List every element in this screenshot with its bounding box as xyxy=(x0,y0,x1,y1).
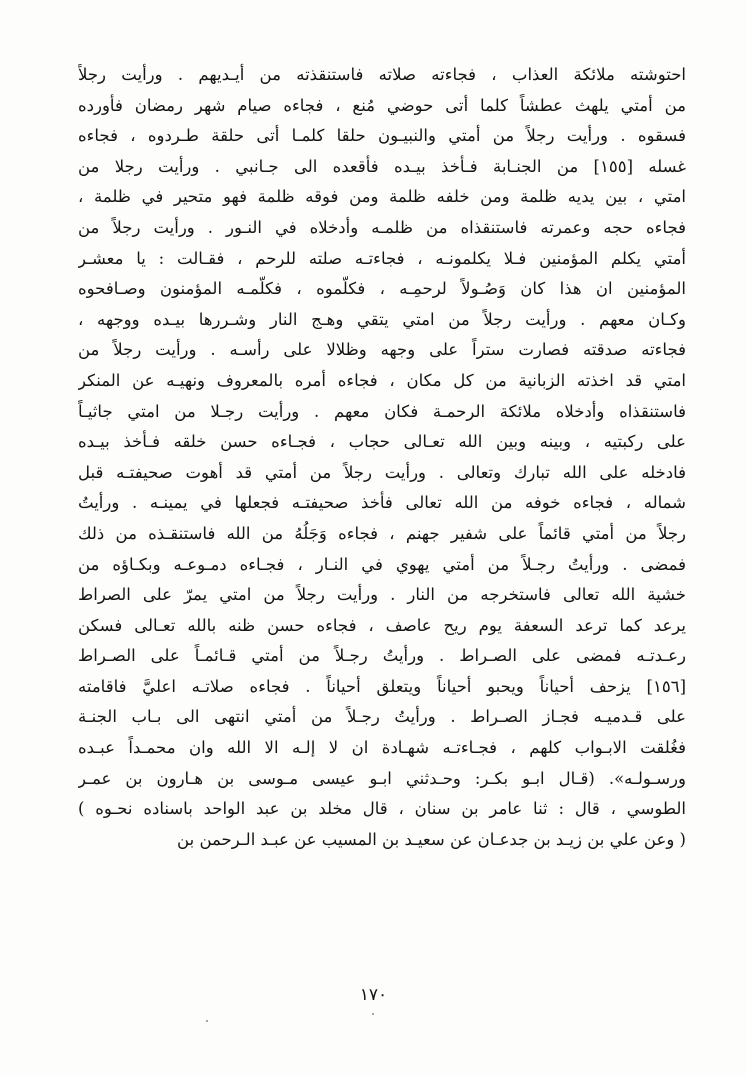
text-line: فسقوه . ورأيت رجلاً من أمتي والنبيـون حلقا كلمـا أتى حلقة طـردوه ، فجاءه xyxy=(78,126,686,146)
text-line: فادخله على الله تبارك وتعالى . ورأيت رجلاً من أمتي قد أهوت صحيفتـه قبل xyxy=(78,462,686,482)
text-line: احتوشته ملائكة العذاب ، فجاءته صلاته فاستنقذته من أيـديهم . ورأيت رجلاً xyxy=(78,65,686,84)
text-line: فجاءته صدقته فصارت ستراً على وجهه وظلالا على رأسـه . ورأيت رجلاً من xyxy=(78,340,686,360)
text-line: على ركبتيه ، وبينه وبين الله تعـالى حجاب ، فجـاءه حسن خلقه فـأخذ بيـده xyxy=(78,432,686,452)
scan-speck xyxy=(372,1013,374,1015)
text-line: رجلاً من أمتي قائماً على شفير جهنم ، فجاءه وَجَلُهُ من الله فاستنقـذه من ذلك xyxy=(78,523,686,543)
text-line: الطوسي ، قال : ثنا عامر بن سنان ، قال مخلد بن عبد الواحد باسناده نحـوه ) xyxy=(78,799,686,819)
text-line: فمضى . ورأيتُ رجـلاً من أمتي يهوي في النـار ، فجـاءه دمـوعـه وبكـاؤه من xyxy=(78,554,686,574)
text-line: رعـدتـه فمضى على الصـراط . ورأيتُ رجـلاً من أمتي قـائمـاً على الصـراط xyxy=(78,646,686,666)
text-line: شماله ، فجاءه خوفه من الله تعالى فأخذ صحيفتـه فجعلها في يمينـه . ورأيتُ xyxy=(78,493,686,513)
text-line: من أمتي يلهث عطشاً كلما أتى حوضي مُنع ، فجاءه صيام شهر رمضان فأورده xyxy=(78,95,686,115)
text-line: خشية الله تعالى فاستخرجه من النار . ورأيت رجلاً من امتي يمرّ على الصراط xyxy=(78,585,686,605)
text-line: امتي قد اخذته الزبانية من كل مكان ، فجاءه أمره بالمعروف ونهيـه عن المنكر xyxy=(78,370,686,390)
text-line: على قـدميـه فجـاز الصـراط . ورأيتُ رجـلاً من أمتي انتهى الى بـاب الجنـة xyxy=(78,707,686,727)
text-line: امتي ، بين يديه ظلمة ومن خلفه ظلمة ومن فوقه ظلمة فهو متحير في ظلمة ، xyxy=(78,187,686,207)
text-line: ( وعن علي بن زيـد بن جدعـان عن سعيـد بن المسيب عن عبـد الـرحمن بن xyxy=(177,829,686,849)
text-line: غسله [١٥٥] من الجنـابة فـأخذ بيـده فأقعده الى جـانبي . ورأيت رجلا من xyxy=(78,156,686,176)
text-line: فجاءه حجه وعمرته فاستنقذاه من ظلمـه وأدخلاه في النـور . ورأيت رجلاً من xyxy=(78,217,686,237)
text-line: وكـان معهم . ورأيت رجلاً من امتي يتقي وهـج النار وشـررها بيـده ووجهه ، xyxy=(78,309,686,329)
text-line: فاستنقذاه وأدخلاه ملائكة الرحمـة فكان معهم . ورأيت رجـلا من امتي جاثيـاً xyxy=(78,401,686,421)
body-text xyxy=(78,60,686,855)
scan-speck xyxy=(206,1020,208,1022)
text-line: [١٥٦] يزحف أحياناً ويحبو أحياناً ويتعلق أحياناً . فجاءه صلاتـه اعليَّ فاقامته xyxy=(78,676,686,696)
text-line: المؤمنين ان هذا كان وَصُـولاً لرحمِـه ، فكلّموه ، فكلّمـه المؤمنون وصـافحوه xyxy=(78,279,686,299)
text-line: فغُلقت الابـواب كلهم ، فجـاءتـه شهـادة ان لا إلـه الا الله وان محمـداً عبـده xyxy=(78,738,686,758)
text-line: يرعد كما ترعد السعفة يوم ريح عاصف ، فجاءه حسن ظنه بالله تعـالى فسكن xyxy=(78,615,686,635)
page-number: ١٧٠ xyxy=(359,985,388,1005)
text-line: ورسـولـه». (قـال ابـو بكـر: وحـدثني ابـو عيسى مـوسى بن هـارون بن عمـر xyxy=(78,768,686,788)
text-line: أمتي يكلم المؤمنين فـلا يكلمونـه ، فجاءتـه صلته للرحم ، فقـالت : يا معشـر xyxy=(78,248,686,268)
